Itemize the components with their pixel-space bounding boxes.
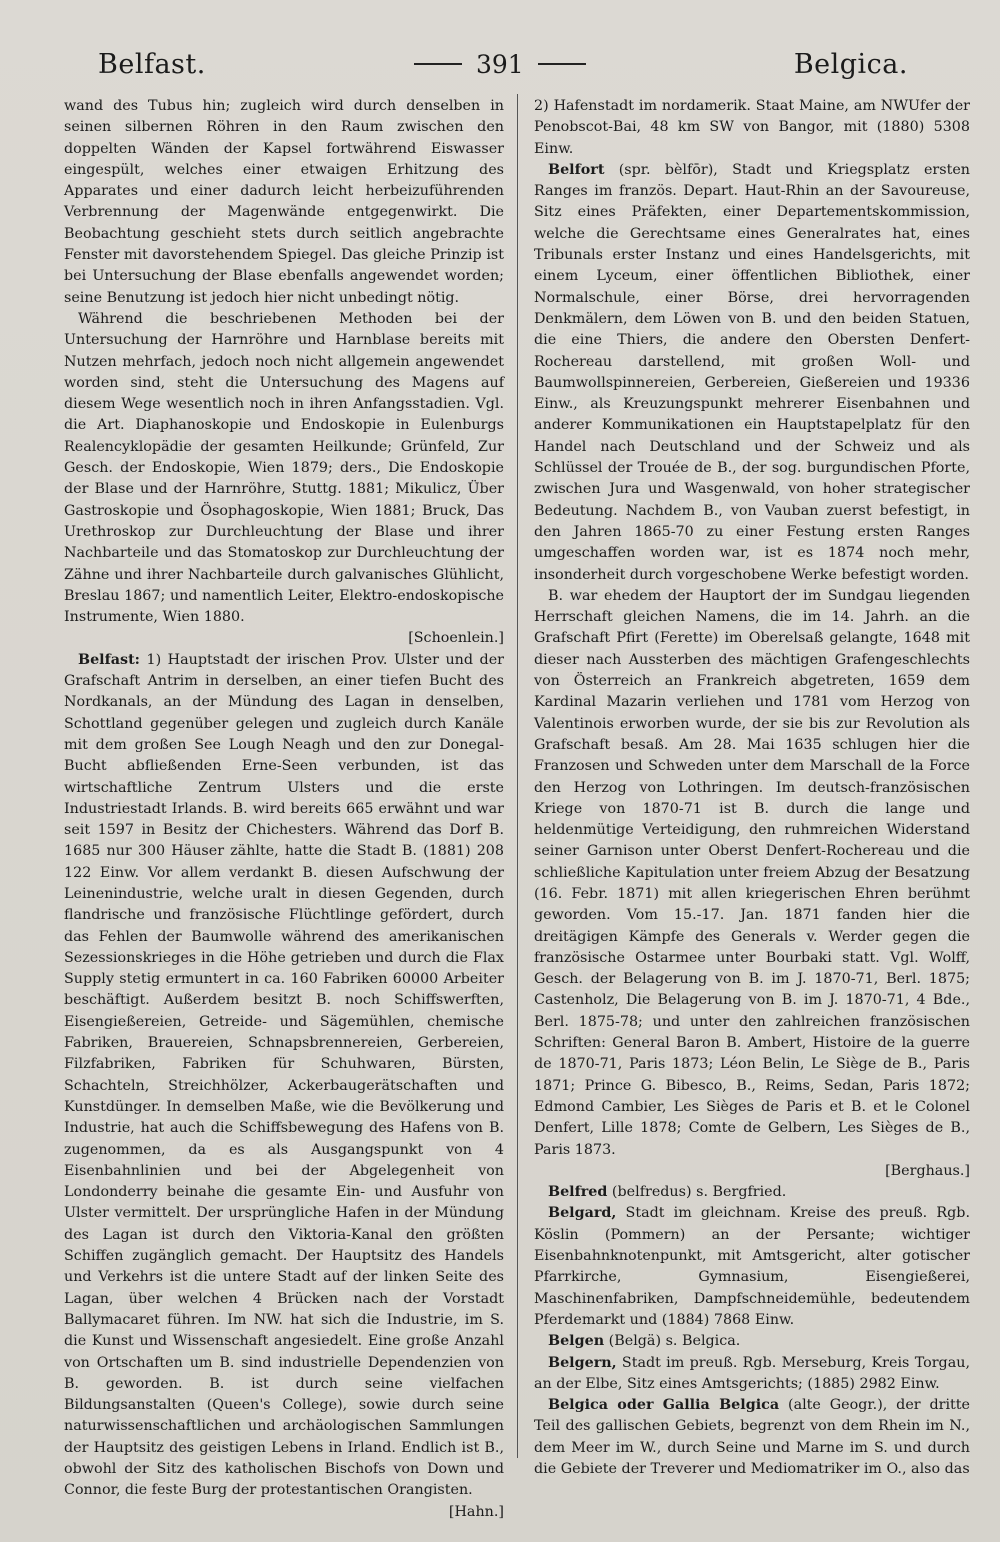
entry-text: 2) Hafenstadt im nordamerik. Staat Maine, am NWUfer der Penobscot-Bai, 48 km SW von Bangor, mit (1880) 5308 Einw. [534,98,970,157]
entry-text: (spr. bèlfōr), Stadt und Kriegsplatz ersten Ranges im französ. Depart. Haut-Rhin an der Savoureuse, Sitz eines Präfekten, einer Departementskommission, welche die Gerechtsame eines Generalrates hat, eines Tribunals erster Instanz und eines Handelsgerichts, mit einem Lyceum, einer öffentlichen Bibliothek, einer Normalschule, einer Börse, drei hervorragenden Denkmälern, dem Löwen von B. und den beiden Statuen, die eine Thiers, die andere den Obersten Denfert-Rochereau darstellend, mit großen Woll- und Baumwollspinnereien, Gerbereien, Gießereien und 19336 Einw., als Kreuzungspunkt mehrerer Eisenbahnen und anderer Kommunikationen ein Hauptstapelplatz für den Handel nach Deutschland und der Schweiz und als Schlüssel der Trouée de B., der sog. burgundischen Pforte, zwischen Jura und Wasgenwald, von hoher strategischer Bedeutung. Nachdem B., von Vauban zuerst befestigt, in den Jahren 1865-70 zu einer Festung ersten Ranges umgeschaffen worden war, ist es 1874 noch mehr, insonderheit durch vorgeschobene Werke befestigt worden. [534,161,970,583]
dictionary-entry [534,1182,970,1203]
entry-text: wand des Tubus hin; zugleich wird durch denselben in seinen silbernen Röhren in den Raum zwischen den doppelten Wänden der Kapsel fortwährend Eiswasser eingespült, welches einer etwaigen Erhitzung des Apparates und einer dadurch leicht herbeizuführenden Verbrennung der Magenwände entgegenwirkt. Die Beobachtung geschieht stets durch seitlich angebrachte Fenster mit davorstehendem Spiegel. Das gleiche Prinzip ist bei Untersuchung der Blase ebenfalls angewendet worden; seine Benutzung ist jedoch hier nicht unbedingt nötig. [64,98,504,306]
entry-headword: Belfast: [78,651,140,668]
entry-headword: Belgica oder Gallia Belgica [548,1397,780,1414]
author-signature: [Schoenlein.] [408,630,504,647]
dictionary-entry [534,1395,970,1480]
dictionary-entry [534,1203,970,1331]
entry-text: Stadt im preuß. Rgb. Merseburg, Kreis Torgau, an der Elbe, Sitz eines Amtsgerichts; (1885) 2982 Einw. [534,1354,970,1392]
page-number-group [414,50,586,79]
column-divider [517,94,518,1458]
entry-text: Stadt im gleichnam. Kreise des preuß. Rgb. Köslin (Pommern) an der Persante; wichtiger Eisenbahnknotenpunkt, mit Amtsgericht, alter gotischer Pfarrkirche, Gymnasium, Eisengießerei, Maschinenfabriken, Dampfschneidemühle, bedeutendem Pferdemarkt und (1884) 7868 Einw. [534,1205,970,1328]
entry-text: 1) Hauptstadt der irischen Prov. Ulster und der Grafschaft Antrim in derselben, an einer tiefen Bucht des Nordkanals, an der Mündung des Lagan in denselben, Schottland gegenüber gelegen und zugleich durch Kanäle mit dem großen See Lough Neagh und den zur Donegal-Bucht abfließenden Erne-Seen verbunden, ist das wirtschaftliche Zentrum Ulsters und die erste Industriestadt Irlands. B. wird bereits 665 erwähnt und war seit 1597 in Besitz der Chichesters. Während das Dorf B. 1685 nur 300 Häuser zählte, hatte die Stadt B. (1881) 208 122 Einw. Vor allem verdankt B. diesen Aufschwung der Leinenindustrie, welche uralt in diesen Gegenden, durch flandrische und französische Flüchtlinge gefördert, durch das Fehlen der Baumwolle während des amerikanischen Sezessionskrieges in die Höhe getrieben und durch die Flax Supply stetig ermuntert in ca. 160 Fabriken 60000 Arbeiter beschäftigt. Außerdem besitzt B. noch Schiffswerften, Eisengießereien, Getreide- und Sägemühlen, chemische Fabriken, Brauereien, Schnapsbrennereien, Gerbereien, Filzfabriken, Fabriken für Schuhwaren, Bürsten, Schachteln, Streichhölzer, Ackerbaugerätschaften und Kunstdünger. In demselben Maße, wie die Bevölkerung und Industrie, hat auch die Schiffsbewegung des Hafens von B. zugenommen, da es als Ausgangspunkt von 4 Eisenbahnlinien und bei der Abgelegenheit von Londonderry beinahe die gesamte Ein- und Ausfuhr von Ulster vermittelt. Der ursprüngliche Hafen in der Mündung des Lagan ist durch den Viktoria-Kanal den größten Schiffen zugänglich gemacht. Der Hauptsitz des Handels und Verkehrs ist die untere Stadt auf der linken Seite des Lagan, über welchen 4 Brücken nach der Vorstadt Ballymacaret führen. Im NW. hat sich die Industrie, im S. die Kunst und Wissenschaft angesiedelt. Eine große Anzahl von Ortschaften um B. sind industrielle Dependenzien von B. geworden. B. ist durch seine vielfachen Bildungsanstalten (Queen's College), sowie durch seine naturwissenschaftlichen und archäologischen Sammlungen der Hauptsitz des geistigen Lebens in Irland. Endlich ist B., obwohl der Sitz des katholischen Bischofs von Down und Connor, die feste Burg der protestantischen Orangisten. [64,651,504,1499]
dictionary-entry [64,650,504,1523]
dictionary-entry [534,1353,970,1396]
text-paragraph [64,96,504,309]
dictionary-entry [534,160,970,586]
text-paragraph [534,586,970,1182]
header-dash-right [538,63,586,65]
entry-text: B. war ehedem der Hauptort der im Sundgau liegenden Herrschaft gleichen Namens, die im 14. Jahrh. an die Grafschaft Pfirt (Ferette) im Oberelsaß gelangte, 1648 mit dieser nach Aussterben des mächtigen Grafengeschlechts von Österreich an Frankreich abgetreten, 1659 dem Kardinal Mazarin verliehen und 1781 vom Herzog von Valentinois erworben wurde, der sie bis zur Revolution als Grafschaft besaß. Am 28. Mai 1635 schlugen hier die Franzosen und Schweden unter dem Marschall de la Force den Herzog von Lothringen. Im deutsch-französischen Kriege von 1870-71 ist B. durch die lange und heldenmütige Verteidigung, den ruhmreichen Widerstand seiner Garnison unter Oberst Denfert-Rochereau und die schließliche Kapitulation unter freiem Abzug der Besatzung (16. Febr. 1871) mit allen kriegerischen Ehren berühmt geworden. Vom 15.-17. Jan. 1871 fanden hier die dreitägigen Kämpfe des Generals v. Werder gegen die französische Ostarmee unter Bourbaki statt. Vgl. Wolff, Gesch. der Belagerung von B. im J. 1870-71, Berl. 1875; Castenholz, Die Belagerung von B. im J. 1870-71, 4 Bde., Berl. 1875-78; und unter den zahlreichen französischen Schriften: General Baron B. Ambert, Histoire de la guerre de 1870-71, Paris 1873; Léon Belin, Le Siège de B., Paris 1871; Prince G. Bibesco, B., Reims, Sedan, Paris 1872; Edmond Cambier, Les Sièges de Paris et B. et le Colonel Denfert, Lille 1878; Comte de Gelbern, Les Sièges de B., Paris 1873. [534,587,970,1158]
page-number: 391 [475,49,524,79]
entry-headword: Belgern, [548,1354,617,1371]
text-paragraph [534,96,970,160]
running-header [98,44,908,84]
dictionary-entry [534,1331,970,1352]
text-paragraph [64,309,504,650]
left-column [64,96,504,1523]
entry-text: (Belgä) s. Belgica. [604,1333,741,1350]
entry-headword: Belfort [548,161,605,178]
entry-text: (belfredus) s. Bergfried. [607,1184,787,1201]
entry-text: (alte Geogr.), der dritte Teil des gallischen Gebiets, begrenzt von dem Rhein im N., dem Meer im W., durch Seine und Marne im S. und durch die Gebiete der Treverer und Mediomatriker im O., also das [534,1397,971,1477]
header-left-keyword: Belfast. [98,48,206,80]
right-column [534,96,970,1480]
entry-text: Während die beschriebenen Methoden bei der Untersuchung der Harnröhre und Harnblase bereits mit Nutzen mehrfach, jedoch noch nicht allgemein angewendet worden sind, steht die Untersuchung des Magens auf diesem Wege wesentlich noch in ihren Anfangsstadien. Vgl. die Art. Diaphanoskopie und Endoskopie in Eulenburgs Realencyklopädie der gesamten Heilkunde; Grünfeld, Zur Gesch. der Endoskopie, Wien 1879; ders., Die Endoskopie der Blase und der Harnröhre, Stuttg. 1881; Mikulicz, Über Gastroskopie und Ösophagoskopie, Wien 1881; Bruck, Das Urethroskop zur Durchleuchtung der Blase und ihrer Nachbarteile und das Stomatoskop zur Durchleuchtung der Zähne und ihrer Nachbarteile durch galvanisches Glühlicht, Breslau 1867; und namentlich Leiter, Elektro-endoskopische Instrumente, Wien 1880. [64,310,504,626]
entry-headword: Belgen [548,1333,605,1350]
header-dash-left [414,63,462,65]
entry-headword: Belgard, [548,1205,617,1222]
author-signature: [Hahn.] [448,1503,504,1520]
header-right-keyword: Belgica. [793,48,908,80]
author-signature: [Berghaus.] [885,1162,970,1179]
entry-headword: Belfred [548,1184,608,1201]
